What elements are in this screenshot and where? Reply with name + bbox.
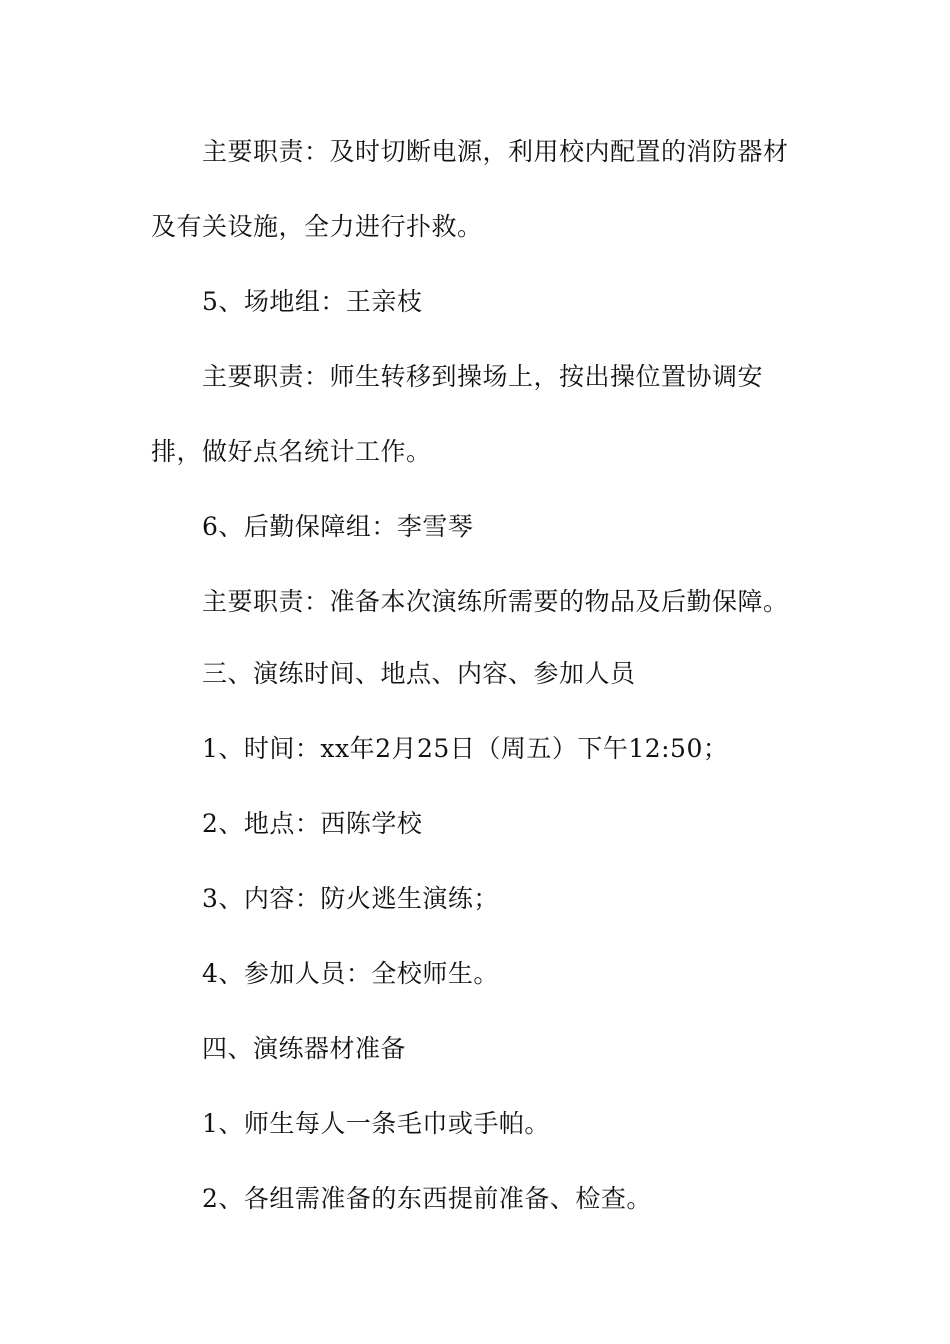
paragraph-line: 及有关设施，全力进行扑救。 — [151, 212, 483, 241]
list-item: 4、参加人员：全校师生。 — [202, 959, 499, 988]
paragraph-line: 排，做好点名统计工作。 — [151, 437, 432, 466]
section-heading: 5、场地组：王亲枝 — [202, 287, 423, 316]
list-item: 1、师生每人一条毛巾或手帕。 — [202, 1109, 550, 1138]
list-item: 1、时间：xx年2月25日（周五）下午12:50； — [202, 734, 729, 763]
section-heading: 三、演练时间、地点、内容、参加人员 — [202, 659, 636, 688]
list-item: 3、内容：防火逃生演练； — [202, 884, 499, 913]
section-heading: 6、后勤保障组：李雪琴 — [202, 512, 474, 541]
list-item: 2、地点：西陈学校 — [202, 809, 423, 838]
paragraph-line: 主要职责：准备本次演练所需要的物品及后勤保障。 — [202, 587, 789, 616]
paragraph-line: 主要职责：及时切断电源，利用校内配置的消防器材 — [202, 137, 789, 166]
list-item: 2、各组需准备的东西提前准备、检查。 — [202, 1184, 652, 1213]
section-heading: 四、演练器材准备 — [202, 1034, 407, 1063]
paragraph-line: 主要职责：师生转移到操场上，按出操位置协调安 — [202, 362, 764, 391]
